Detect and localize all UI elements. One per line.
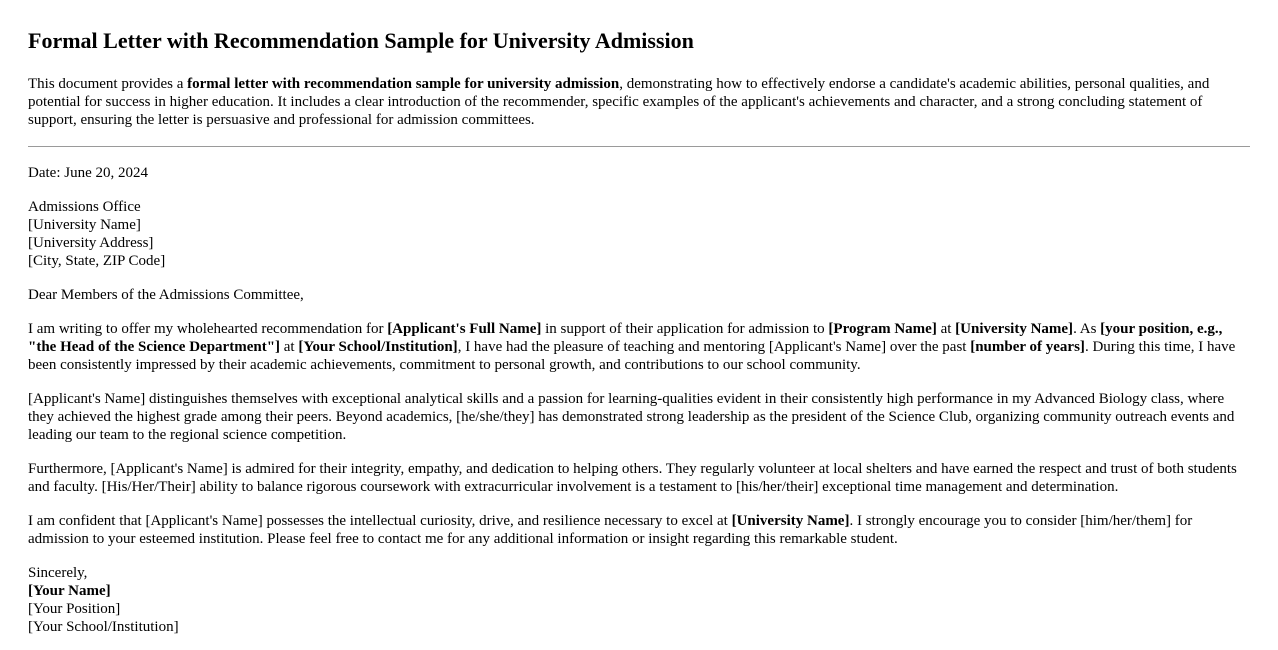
placeholder-applicant-full-name: [Applicant's Full Name] bbox=[387, 321, 542, 337]
letter-paragraph-4 bbox=[28, 512, 1250, 548]
letter-date: Date: June 20, 2024 bbox=[28, 165, 148, 181]
letter-paragraph-3: Furthermore, [Applicant's Name] is admired for their integrity, empathy, and dedication to helping others. They regularly volunteer at local shelters and have earned the respect and trust of both students and faculty. [His/Her/Their] ability to balance rigorous coursework with extracurricular involvement is a testament to [his/her/their] exceptional time management and determination. bbox=[28, 461, 1237, 495]
paragraph-text: at bbox=[280, 339, 299, 355]
recipient-address bbox=[28, 198, 1250, 270]
intro-bold-text: formal letter with recommendation sample for university admission bbox=[187, 76, 620, 92]
paragraph-text: . I strongly encourage you to consider [him/her/them] for admission to your esteemed institution. Please feel free to contact me for any additional information or insight regarding this remarkable student. bbox=[28, 513, 1193, 547]
address-line: [University Name] bbox=[28, 217, 141, 233]
letter-closing bbox=[28, 564, 1250, 636]
placeholder-your-institution: [Your School/Institution] bbox=[298, 339, 458, 355]
divider bbox=[28, 146, 1250, 147]
signer-name: [Your Name] bbox=[28, 583, 111, 599]
page-title: Formal Letter with Recommendation Sample for University Admission bbox=[28, 28, 694, 53]
intro-paragraph bbox=[28, 75, 1250, 129]
address-line: [University Address] bbox=[28, 235, 154, 251]
paragraph-text: . As bbox=[1073, 321, 1101, 337]
placeholder-program-name: [Program Name] bbox=[828, 321, 937, 337]
address-line: Admissions Office bbox=[28, 199, 141, 215]
letter-body bbox=[28, 164, 1250, 636]
placeholder-number-of-years: [number of years] bbox=[970, 339, 1085, 355]
document-page bbox=[28, 0, 1250, 636]
letter-paragraph-2: [Applicant's Name] distinguishes themselves with exceptional analytical skills and a passion for learning-qualities evident in their consistently high performance in my Advanced Biology class, where they achieved the highest grade among their peers. Beyond academics, [he/she/they] has demonstrated strong leadership as the president of the Science Club, organizing community outreach events and leading our team to the regional science competition. bbox=[28, 391, 1235, 443]
paragraph-text: . During this time, I have been consistently impressed by their academic achievements, commitment to personal growth, and contributions to our school community. bbox=[28, 339, 1236, 373]
placeholder-your-position: [your position, e.g., "the Head of the Science Department"] bbox=[28, 321, 1223, 355]
paragraph-text: I am writing to offer my wholehearted recommendation for bbox=[28, 321, 388, 337]
paragraph-text: , I have had the pleasure of teaching and mentoring [Applicant's Name] over the past bbox=[457, 339, 971, 355]
signer-institution: [Your School/Institution] bbox=[28, 619, 179, 635]
intro-text: This document provides a bbox=[28, 76, 188, 92]
letter-paragraph-1 bbox=[28, 320, 1250, 374]
paragraph-text: at bbox=[936, 321, 956, 337]
paragraph-text: in support of their application for admission to bbox=[541, 321, 829, 337]
signer-position: [Your Position] bbox=[28, 601, 121, 617]
address-line: [City, State, ZIP Code] bbox=[28, 253, 166, 269]
salutation: Dear Members of the Admissions Committee, bbox=[28, 287, 304, 303]
placeholder-university-name: [University Name] bbox=[731, 513, 850, 529]
intro-text: , demonstrating how to effectively endorse a candidate's academic abilities, personal qualities, and potential for success in higher education. It includes a clear introduction of the recommender, specific examples of the applicant's achievements and character, and a strong concluding statement of support, ensuring the letter is persuasive and professional for admission committees. bbox=[28, 76, 1210, 128]
placeholder-university-name: [University Name] bbox=[955, 321, 1074, 337]
signoff: Sincerely, bbox=[28, 565, 88, 581]
paragraph-text: I am confident that [Applicant's Name] possesses the intellectual curiosity, drive, and resilience necessary to excel at bbox=[28, 513, 732, 529]
